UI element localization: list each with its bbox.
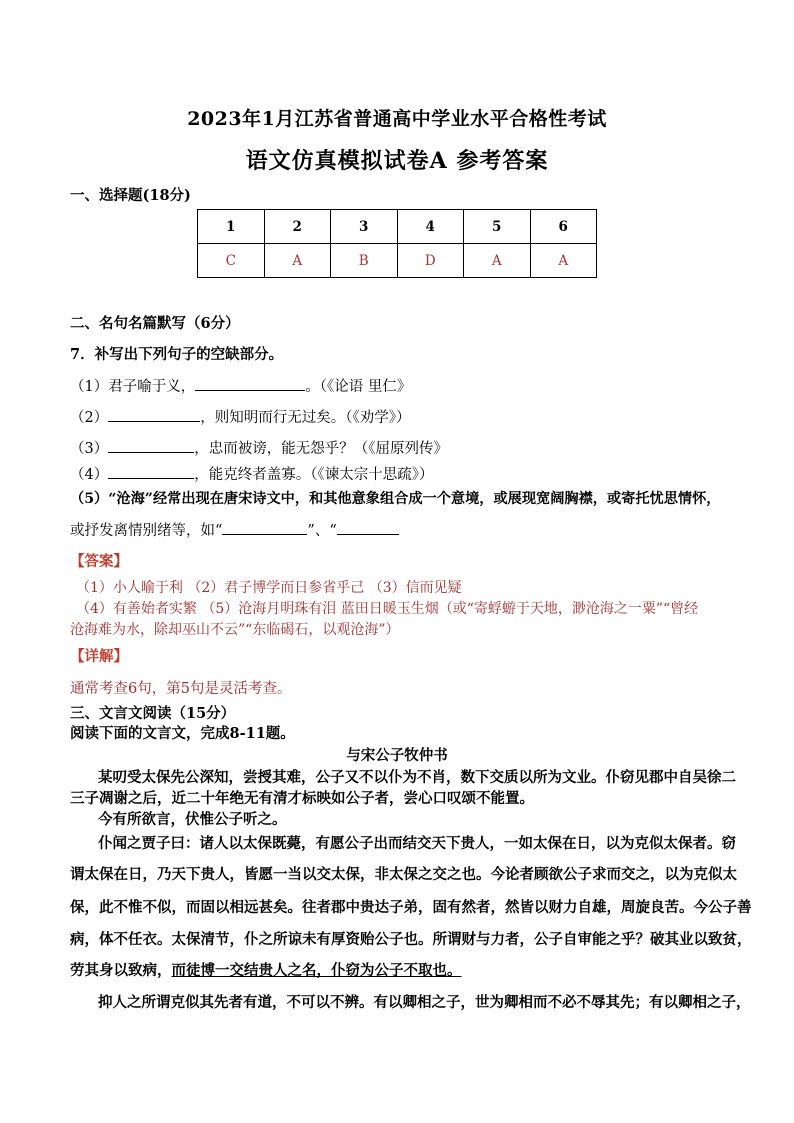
passage-p1-line2: 三子凋谢之后，近二十年绝无有清才标映如公子者，尝心口叹颂不能置。 (70, 790, 534, 807)
fill-item-3 (70, 437, 448, 458)
passage-p3-line1: 仆闻之贾子曰：诸人以太保既薨，有愿公子出而结交天下贵人，一如太保在日，以为克似太保者。窃 (98, 835, 736, 852)
fill-item-1-suffix: 。（《论语 里仁》 (305, 379, 412, 395)
blank-line (195, 376, 305, 391)
passage-p3-line4: 病，体不任衣。太保清节，仆之所谅未有厚资贻公子也。所谓财与力者，公子自审能之乎？破其业以致贫， (70, 931, 752, 948)
fill-item-5-prefix: 或抒发离情别绪等，如“ (70, 523, 223, 539)
question-7: 7．补写出下列句子的空缺部分。 (70, 346, 284, 363)
passage-p3-line5 (70, 959, 462, 980)
table-cell: A (530, 244, 597, 278)
section3-heading: 三、文言文阅读（15分） (70, 705, 236, 722)
blank-line (337, 520, 399, 535)
passage-p1-line1: 某叨受太保先公深知，尝授其难，公子又不以仆为不肖，数下交质以所为文业。仆窃见郡中自吴徐二 (98, 769, 736, 786)
answer-line-2: （4）有善始者实繁 （5）沧海月明珠有泪 蓝田日暖玉生烟（或“寄蜉蝣于天地，渺沧海之一粟”“曾经 (76, 601, 699, 617)
exam-subtitle: 语文仿真模拟试卷A 参考答案 (245, 148, 549, 174)
fill-item-2 (70, 406, 410, 427)
table-row (198, 244, 597, 278)
table-cell: 6 (530, 210, 597, 244)
passage-p4: 抑人之所谓克似其先者有道，不可以不辨。有以卿相之子，世为卿相而不必不辱其先；有以卿相之子， (98, 994, 751, 1011)
table-cell: 2 (264, 210, 331, 244)
section1-heading: 一、选择题(18分) (70, 187, 191, 204)
answer-line-1: （1）小人喻于利 （2）君子博学而日参省乎己 （3）信而见疑 (76, 580, 462, 596)
fill-item-5-mid: ”、“ (307, 523, 337, 539)
section3-instruction: 阅读下面的文言文，完成8-11题。 (70, 725, 295, 742)
blank-line (108, 438, 194, 453)
blank-line (222, 520, 307, 535)
fill-item-4-suffix: ，能克终者盖寡。（《谏太宗十思疏》） (194, 467, 434, 483)
fill-item-1 (70, 375, 411, 396)
passage-title: 与宋公子牧仲书 (346, 747, 448, 764)
table-cell: 4 (397, 210, 464, 244)
choice-answer-table (197, 209, 597, 278)
fill-item-3-prefix: （3） (70, 441, 109, 457)
table-cell: 5 (464, 210, 531, 244)
fill-item-5-line1: （5）“沧海”经常出现在唐宋诗文中，和其他意象组合成一个意境，或展现宽阔胸襟，或寄托忧思情怀， (70, 491, 721, 507)
table-cell: D (397, 244, 464, 278)
fill-item-4-prefix: （4） (70, 467, 109, 483)
passage-p3-line2: 谓太保在日，乃天下贵人，皆愿一当以交太保，非太保之交之也。今论者顾欲公子求而交之，以为克似太 (70, 866, 737, 883)
fill-item-5-line2 (70, 519, 399, 540)
passage-p2: 今有所欲言，伏惟公子听之。 (98, 811, 287, 828)
passage-p3-line5-text: 劳其身以致病， (70, 962, 172, 979)
passage-p3-line3: 保，此不惟不似，而固以相远甚矣。往者郡中贵达子弟，固有然者，然皆以财力自雄，周旋良苦。今公子善 (70, 899, 752, 916)
fill-item-4 (70, 463, 433, 484)
answer-label: 【答案】 (70, 553, 128, 570)
table-cell: 1 (198, 210, 265, 244)
fill-item-2-suffix: ，则知明而行无过矣。（《劝学》） (200, 410, 411, 426)
fill-item-2-prefix: （2） (70, 410, 109, 426)
blank-line (108, 407, 200, 422)
table-cell: A (264, 244, 331, 278)
section2-heading: 二、名句名篇默写（6分） (70, 315, 240, 332)
exam-title: 2023年1月江苏省普通高中学业水平合格性考试 (187, 108, 607, 130)
fill-item-3-suffix: ，忠而被谤，能无怨乎？（《屈原列传》 (194, 441, 448, 457)
answer-line-3: 沧海难为水，除却巫山不云”“东临碣石，以观沧海”） (70, 622, 400, 638)
table-cell: 3 (331, 210, 398, 244)
fill-item-1-prefix: （1）君子喻于义， (70, 379, 196, 395)
detail-label: 【详解】 (70, 648, 128, 665)
table-cell: B (331, 244, 398, 278)
underlined-sentence: 而徒博一交结贵人之名，仆窃为公子不取也。 (171, 962, 462, 979)
detail-text: 通常考查6句，第5句是灵活考查。 (70, 681, 292, 697)
table-row (198, 210, 597, 244)
blank-line (108, 464, 194, 479)
table-cell: C (198, 244, 265, 278)
table-cell: A (464, 244, 531, 278)
